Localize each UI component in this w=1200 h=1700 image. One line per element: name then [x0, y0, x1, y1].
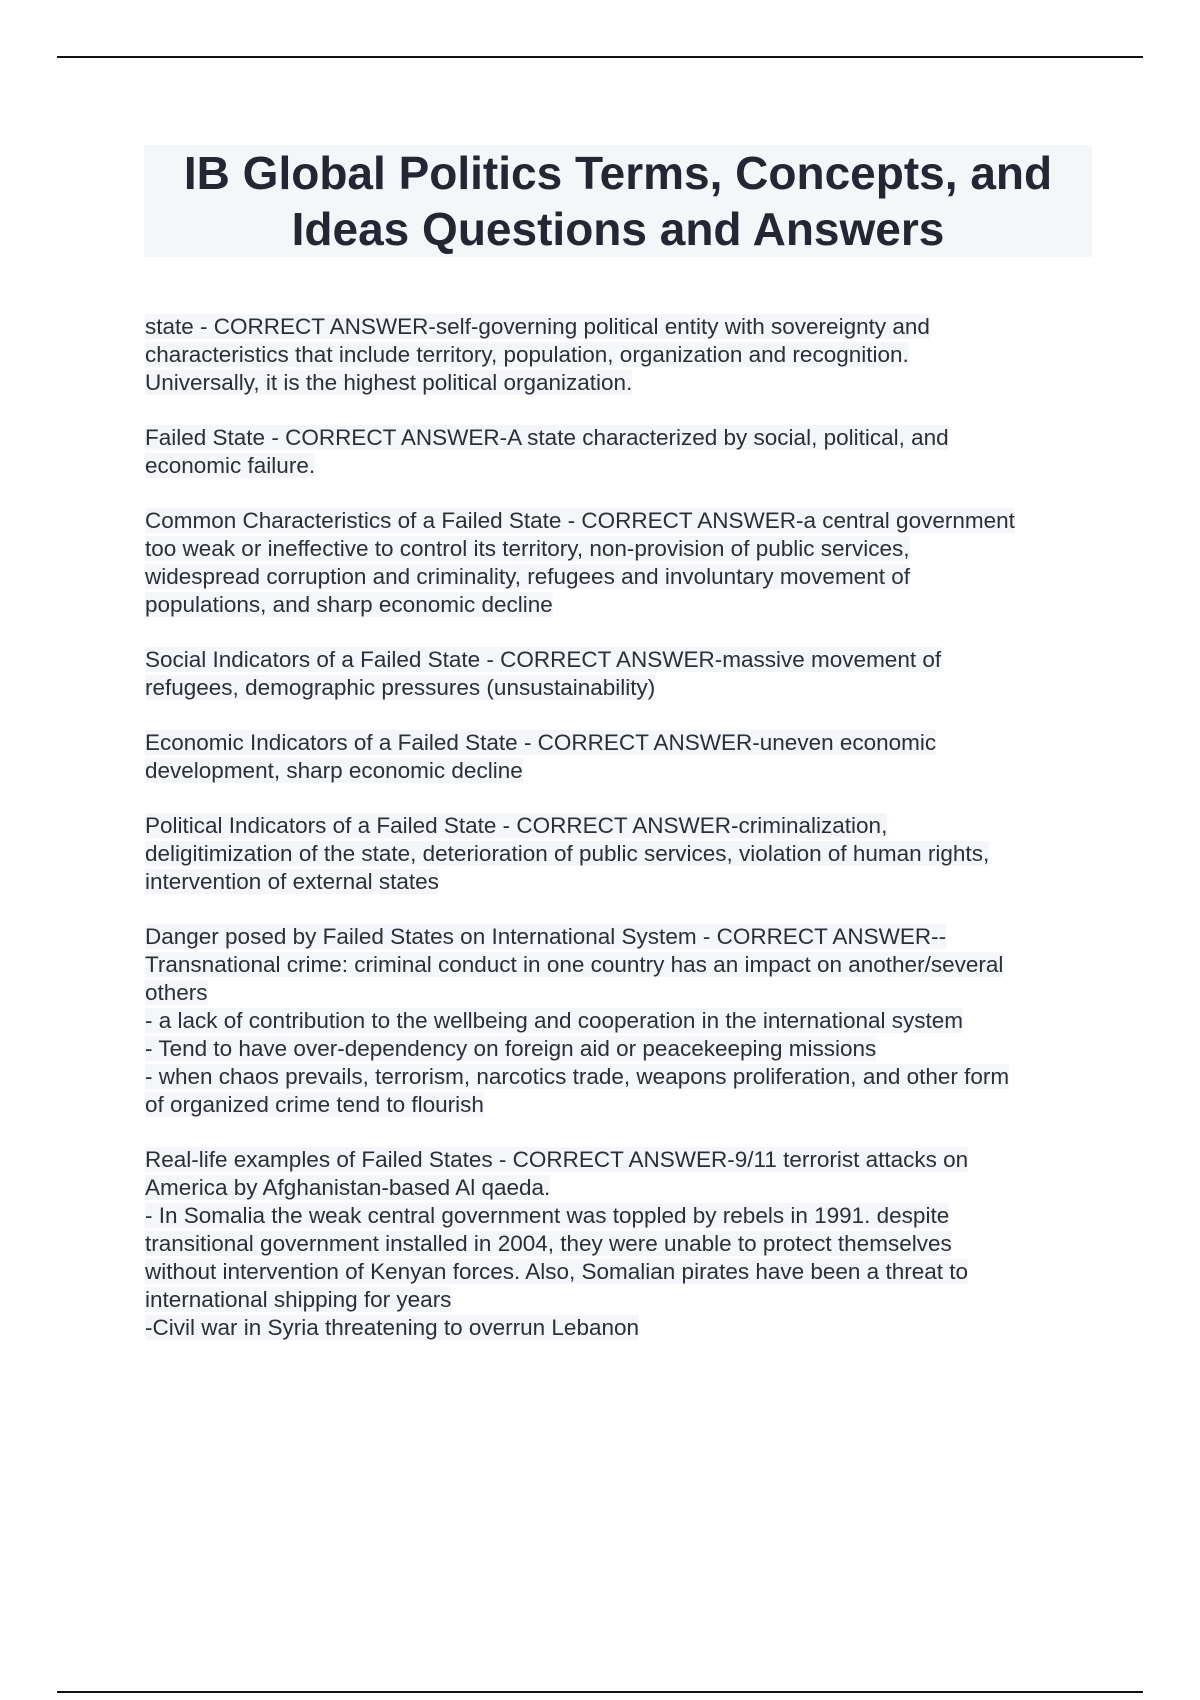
entry-line: international shipping for years: [145, 1287, 452, 1312]
entry-line: of organized crime tend to flourish: [145, 1092, 484, 1117]
entry-line: populations, and sharp economic decline: [145, 592, 553, 617]
qa-entry-economic-indicators: [145, 729, 1090, 785]
entry-line: economic failure.: [145, 453, 316, 478]
entry-line: deligitimization of the state, deterioration of public services, violation of human rights,: [145, 841, 990, 866]
title-line: IB Global Politics Terms, Concepts, and: [183, 147, 1053, 199]
qa-entry-real-life-examples: [145, 1146, 1090, 1342]
entry-line: intervention of external states: [145, 869, 439, 894]
entry-line: development, sharp economic decline: [145, 758, 523, 783]
entry-line: Danger posed by Failed States on International System - CORRECT ANSWER--: [145, 924, 947, 949]
entry-line: others: [145, 980, 208, 1005]
entry-line: Transnational crime: criminal conduct in one country has an impact on another/several: [145, 952, 1004, 977]
entry-line: Political Indicators of a Failed State - CORRECT ANSWER-criminalization,: [145, 813, 888, 838]
entry-line: Economic Indicators of a Failed State - CORRECT ANSWER-uneven economic: [145, 730, 937, 755]
title-line: Ideas Questions and Answers: [291, 203, 945, 255]
entry-line: refugees, demographic pressures (unsustainability): [145, 675, 656, 700]
qa-entry-political-indicators: [145, 812, 1090, 896]
document-title: [184, 145, 1052, 257]
entry-line: America by Afghanistan-based Al qaeda.: [145, 1175, 551, 1200]
entry-line: Failed State - CORRECT ANSWER-A state characterized by social, political, and: [145, 425, 949, 450]
entry-line: widespread corruption and criminality, refugees and involuntary movement of: [145, 564, 910, 589]
qa-entry-state: [145, 313, 1090, 397]
entry-line: -Civil war in Syria threatening to overrun Lebanon: [145, 1315, 640, 1340]
entry-line: Real-life examples of Failed States - CORRECT ANSWER-9/11 terrorist attacks on: [145, 1147, 969, 1172]
qa-entry-danger-posed: [145, 923, 1090, 1119]
entry-line: Common Characteristics of a Failed State - CORRECT ANSWER-a central government: [145, 508, 1015, 533]
qa-list: [145, 313, 1090, 1369]
entry-line: Universally, it is the highest political organization.: [145, 370, 633, 395]
entry-line: too weak or ineffective to control its territory, non-provision of public services,: [145, 536, 910, 561]
qa-entry-common-characteristics: [145, 507, 1090, 619]
entry-line: Social Indicators of a Failed State - CORRECT ANSWER-massive movement of: [145, 647, 942, 672]
entry-line: - when chaos prevails, terrorism, narcotics trade, weapons proliferation, and other form: [145, 1064, 1010, 1089]
entry-line: characteristics that include territory, population, organization and recognition.: [145, 342, 909, 367]
entry-line: without intervention of Kenyan forces. Also, Somalian pirates have been a threat to: [145, 1259, 968, 1284]
entry-line: - In Somalia the weak central government was toppled by rebels in 1991. despite: [145, 1203, 950, 1228]
entry-line: state - CORRECT ANSWER-self-governing political entity with sovereignty and: [145, 314, 930, 339]
title-banner: [144, 145, 1092, 257]
entry-line: - a lack of contribution to the wellbeing and cooperation in the international system: [145, 1008, 963, 1033]
qa-entry-failed-state: [145, 424, 1090, 480]
entry-line: - Tend to have over-dependency on foreign aid or peacekeeping missions: [145, 1036, 877, 1061]
bottom-rule: [57, 1691, 1143, 1693]
entry-line: transitional government installed in 2004, they were unable to protect themselves: [145, 1231, 952, 1256]
top-rule: [57, 56, 1143, 58]
qa-entry-social-indicators: [145, 646, 1090, 702]
